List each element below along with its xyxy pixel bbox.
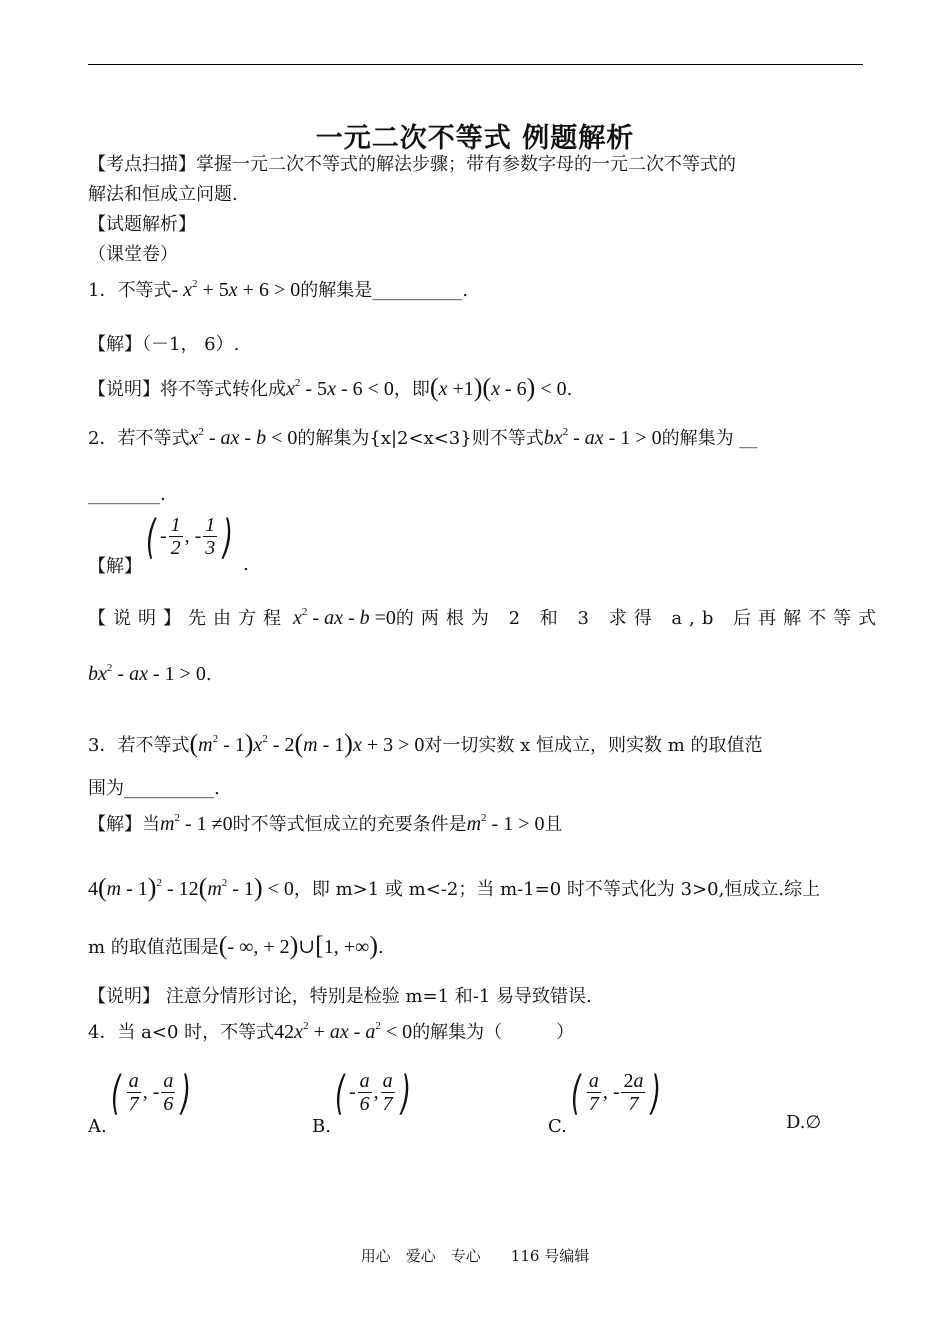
q3-range: (- ∞, + 2)∪[1, +∞): [218, 931, 378, 960]
q4-option-d[interactable]: D.∅: [786, 1112, 822, 1133]
q4-inequality: $42x^2$ + ax - $a^2 < 0$: [274, 1020, 413, 1043]
q3-answer-2: $4(m - 1)^2 - 12(m^2 - 1) < 0$，即 m>1 或 m<-2；当 m-1=0 时不等式化为 3>0,恒成立.综上: [88, 873, 821, 902]
q4-option-c[interactable]: C.( $\frac{a}{7}$ , - $\frac{2a}{7}$ ): [548, 1066, 662, 1137]
q4-option-b[interactable]: B.( - $\frac{a}{6}$ , $\frac{a}{7}$ ): [312, 1066, 411, 1137]
q1-explain: 【说明】将不等式转化成$x^2 - 5x - 6 < 0$，即(x +1)(x - 6) < 0.: [88, 373, 573, 402]
intro-line-1: 【考点扫描】掌握一元二次不等式的解法步骤；带有参数字母的一元二次不等式的: [88, 154, 736, 175]
q1-answer: 【解】（－1， 6）.: [88, 334, 240, 355]
q2-inequality-1: $x^2$ - ax - b < 0: [189, 426, 298, 449]
section-label: 【试题解析】: [88, 214, 196, 235]
header-rule: [88, 64, 863, 65]
page-footer: 用心 爱心 专心 116 号编辑: [360, 1247, 590, 1265]
q1-stem: 1．不等式- $x^2 + 5x + 6 > 0$的解集是__________.: [88, 278, 468, 301]
q2-explain: 【说明】先由方程 $x^2$ - ax - b =0的两根为 2 和 3 求得 a,b 后再解不等式: [88, 606, 884, 629]
q2-stem: 2．若不等式$x^2$ - ax - b < 0的解集为{x|2<x<3}则不等式$bx^2$ - ax - 1 > 0的解集为 __: [88, 426, 758, 449]
q3-answer-3: m 的取值范围是(- ∞, + 2)∪[1, +∞).: [88, 931, 384, 960]
empty-set-icon: ∅: [805, 1112, 822, 1133]
q3-condition-1: $m^2 - 1 \ne 0$: [160, 812, 233, 835]
q3-blank-line: 围为__________.: [88, 778, 220, 799]
q3-explain: 【说明】 注意分情形讨论，特别是检验 m=1 和-1 易导致错误.: [88, 986, 592, 1007]
q1-factored-inequality: (x +1)(x - 6) < 0: [429, 373, 567, 402]
q2-answer-interval: ( - $\frac{1}{2}$ , - $\frac{1}{3}$ ): [146, 510, 234, 564]
q1-inequality: - $x^2 + 5x + 6 > 0$: [171, 278, 301, 301]
q2-final-inequality: $bx^2$ - ax - 1 > 0: [88, 662, 206, 685]
q3-condition-2: $m^2 - 1 > 0$: [466, 812, 545, 835]
q1-converted-inequality: $x^2 - 5x - 6 < 0$: [286, 377, 394, 400]
page-title: 一元二次不等式 例题解析: [315, 123, 635, 154]
q3-inequality: $(m^2 - 1)x^2 - 2(m - 1)x + 3 > 0$: [189, 729, 425, 758]
q3-discriminant: $4(m - 1)^2 - 12(m^2 - 1) < 0$: [88, 873, 294, 902]
q4-stem: 4．当 a<0 时，不等式$42x^2$ + ax - $a^2 < 0$的解集为（ ）: [88, 1020, 575, 1043]
q2-explain-2: $bx^2$ - ax - 1 > 0.: [88, 662, 212, 685]
q3-answer: 【解】当$m^2 - 1 \ne 0$时不等式恒成立的充要条件是$m^2 - 1 > 0$且: [88, 812, 563, 835]
q2-blank: ________.: [88, 484, 166, 505]
intro-line-2: 解法和恒成立问题.: [88, 184, 238, 205]
q2-equation: $x^2$ - ax - b =0: [288, 606, 396, 629]
q3-stem: 3．若不等式$(m^2 - 1)x^2 - 2(m - 1)x + 3 > 0$对一切实数 x 恒成立，则实数 m 的取值范: [88, 729, 763, 758]
q4-option-a[interactable]: A.( $\frac{a}{7}$ , - $\frac{a}{6}$ ): [88, 1066, 192, 1137]
q2-answer: 【解】( - $\frac{1}{2}$ , - $\frac{1}{3}$ ) .: [88, 510, 249, 577]
subsection-label: （课堂卷）: [88, 244, 178, 265]
q2-inequality-2: $bx^2$ - ax - 1 > 0: [543, 426, 662, 449]
